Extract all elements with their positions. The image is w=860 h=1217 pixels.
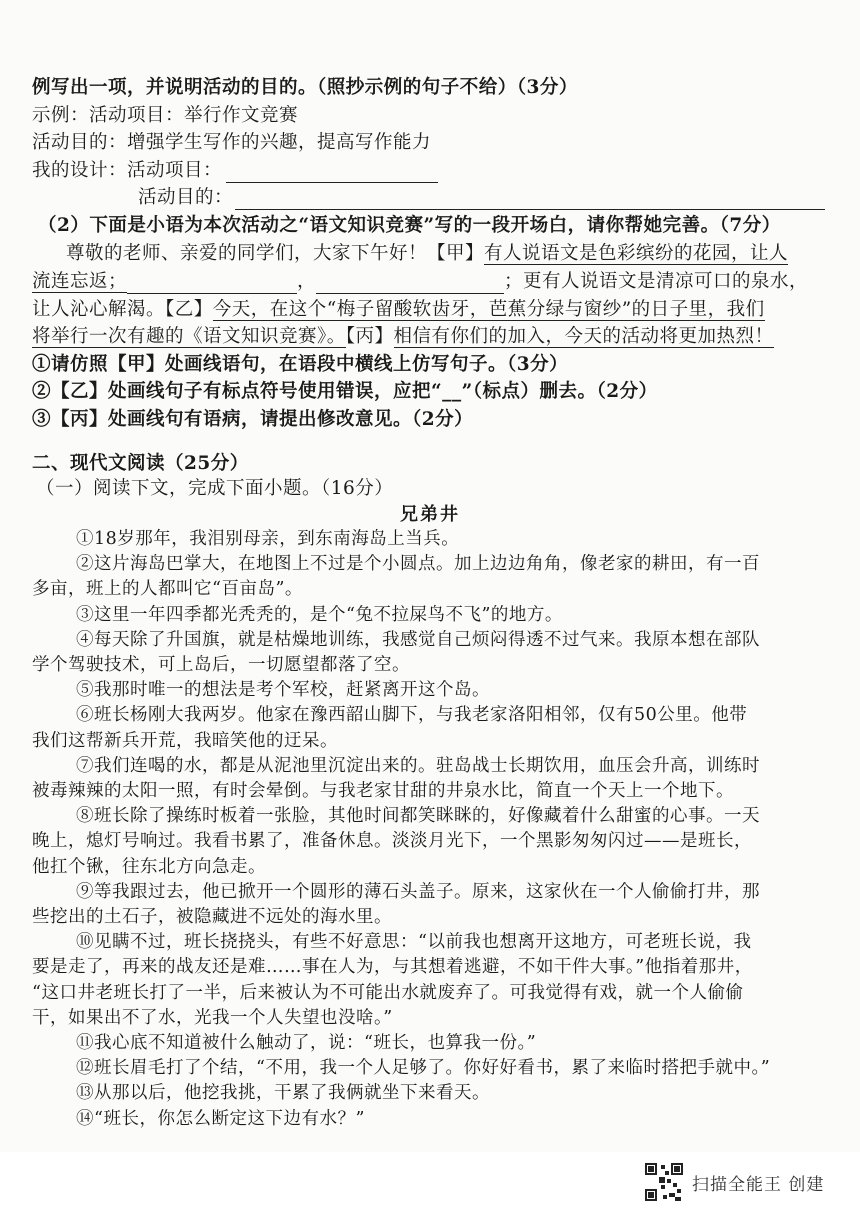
paragraph-line: 他扛个锹，往东北方向急走。 [32,856,266,877]
answer-blank [235,191,825,210]
paragraph-line: ⑥班长杨刚大我两岁。他家在豫西韶山脚下，与我老家洛阳相邻，仅有50公里。他带 [76,705,748,726]
article-title: 兄弟井 [400,504,460,525]
paragraph-line: ⑦我们连喝的水，都是从泥池里沉淀出来的。驻岛战士长期饮用，血压会升高，训练时 [76,755,760,776]
paragraph-line: ③这里一年四季都光秃秃的，是个“兔不拉屎鸟不飞”的地方。 [76,604,563,625]
subquestion-1: ①请仿照【甲】处画线语句，在语段中横线上仿写句子。（3分） [32,354,569,375]
speech-line-4: 将举行一次有趣的《语文知识竞赛》。【丙】相信有你们的加入，今天的活动将更加热烈！ [32,326,774,347]
example-item: 示例：活动项目：举行作文竞赛 [32,105,299,126]
scanner-watermark-text: 扫描全能王 创建 [692,1175,825,1195]
paragraph-line: 多亩，班上的人都叫它“百亩岛”。 [32,579,303,600]
paragraph-line: ⑫班长眉毛打了个结，“不用，我一个人足够了。你好好看书，累了来临时搭把手就中。” [76,1058,771,1079]
subquestion-3: ③【丙】处画线句有语病，请提出修改意见。（2分） [32,409,474,430]
answer-blank [226,164,438,183]
answer-blank [127,275,297,294]
paragraph-line: ⑤我那时唯一的想法是考个军校，赶紧离开这个岛。 [76,680,490,701]
paragraph-line: 些挖出的土石子，被隐藏进不远处的海水里。 [32,907,392,927]
paragraph-line: ⑬从那以后，他挖我挑，干累了我俩就坐下来看天。 [76,1083,490,1104]
paragraph-line: ⑭“班长，你怎么断定这下边有水？” [76,1108,365,1129]
paragraph-line: ④每天除了升国旗，就是枯燥地训练，我感觉自己烦闷得透不过气来。我原本想在部队 [76,629,760,650]
paragraph-line: ②这片海岛巴掌大，在地图上不过是个小圆点。加上边边角角，像老家的耕田，有一百 [76,554,760,575]
paragraph-line: ⑧班长除了操练时板着一张脸，其他时间都笑眯眯的，好像藏着什么甜蜜的心事。一天 [76,806,760,827]
my-design-purpose: 活动目的： [138,186,825,210]
paragraph-line: 被毒辣辣的太阳一照，有时会晕倒。与我老家甘甜的井泉水比，简直一个天上一个地下。 [32,781,734,801]
section-heading: 二、现代文阅读（25分） [32,453,249,474]
paragraph-line: 要是走了，再来的战友还是难……事在人为，与其想着逃避，不如干件大事。”他指着那井， [32,957,753,978]
example-purpose: 活动目的：增强学生写作的兴趣，提高写作能力 [32,132,432,153]
section-subheading: （一）阅读下文，完成下面小题。（16分） [36,478,394,499]
qr-code-icon [645,1163,683,1201]
paragraph-line: “这口井老班长打了一半，后来被认为不可能出水就废弃了。可我觉得有戏，就一个人偷偷 [32,982,744,1003]
paragraph-line: ①18岁那年，我泪别母亲，到东南海岛上当兵。 [76,529,460,549]
paragraph-line: ⑨等我跟过去，他已掀开一个圆形的薄石头盖子。原来，这家伙在一个人偷偷打井，那 [76,881,760,902]
subquestion-2: ②【乙】处画线句子有标点符号使用错误，应把“__”（标点）删去。（2分） [32,381,658,402]
speech-line-2: 流连忘返； ， ；更有人说语文是清凉可口的泉水， [32,271,809,292]
question-2-title: （2）下面是小语为本次活动之“语文知识竞赛”写的一段开场白，请你帮她完善。（7分） [38,215,781,236]
paragraph-line: 学个驾驶技术，可上岛后，一切愿望都落了空。 [32,655,410,675]
speech-line-3: 让人沁心解渴。【乙】今天，在这个“梅子留酸软齿牙，芭蕉分绿与窗纱”的日子里，我们 [32,299,765,320]
paragraph-line: 晚上，熄灯号响过。我看书累了，准备休息。淡淡月光下，一个黑影匆匆闪过——是班长， [32,831,752,852]
my-design-item: 我的设计：活动项目： [32,159,438,183]
question-intro: 例写出一项，并说明活动的目的。（照抄示例的句子不给）（3分） [32,77,578,98]
paragraph-line: ⑩见瞒不过，班长挠挠头，有些不好意思：“以前我也想离开这地方，可老班长说，我 [76,932,752,953]
answer-blank [316,275,504,294]
speech-line-1: 尊敬的老师、亲爱的同学们，大家下午好！【甲】有人说语文是色彩缤纷的花园，让人 [66,243,789,264]
paragraph-line: ⑪我心底不知道被什么触动了，说：“班长，也算我一份。” [76,1033,537,1053]
paragraph-line: 干，如果出不了水，光我一个人失望也没啥。” [32,1007,393,1028]
paragraph-line: 我们这帮新兵开荒，我暗笑他的迂呆。 [32,730,338,751]
